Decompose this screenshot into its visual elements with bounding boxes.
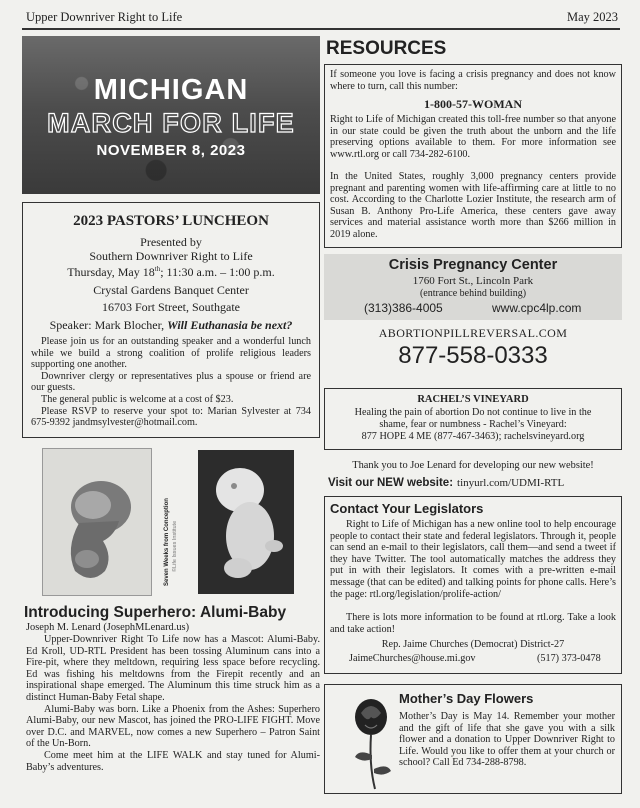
hotline-number: 1-800-57-WOMAN — [424, 97, 522, 111]
rose-icon — [341, 695, 401, 791]
vineyard-line-3: 877 HOPE 4 ME (877-467-3463); rachelsvineyard.org — [361, 431, 585, 442]
cpc-website[interactable]: www.cpc4lp.com — [492, 301, 582, 315]
legislators-rep: Rep. Jaime Churches (Democrat) District-27 — [381, 639, 565, 650]
luncheon-para-3: The general public is welcome at a cost of $23. — [41, 393, 234, 405]
cpc-title: Crisis Pregnancy Center — [388, 257, 558, 273]
luncheon-title: 2023 PASTORS’ LUNCHEON — [73, 213, 269, 229]
flowers-para: Mother’s Day is May 14. Remember your mother and the gift of life that she gave you with a silk flower and a donation to Upper Downriver Right to Life. Would you like to offer them at your church or school? Call Ed 734-288-8798. — [399, 711, 615, 769]
march-date: NOVEMBER 8, 2023 — [96, 142, 246, 159]
photo-caption: Seven Weeks from Conception — [164, 498, 170, 586]
website-url[interactable]: tinyurl.com/UDMI-RTL — [457, 477, 565, 489]
march-for-life-banner — [22, 36, 320, 194]
resources-para-1: Right to Life of Michigan created this toll-free number so that anyone in our state could be given the truth about the unborn and the life preserving options available to them. For more information see www.rtl.org or call 734-282-6100. — [330, 114, 616, 160]
luncheon-when — [23, 265, 319, 280]
legislators-email[interactable]: JaimeChurches@house.mi.gov — [349, 653, 476, 664]
vineyard-line-1: Healing the pain of abortion Do not continue to live in the — [354, 407, 592, 418]
alumi-baby-photo — [42, 448, 152, 596]
resources-para-2: In the United States, roughly 3,000 pregnancy centers provide pregnant and parenting women with life-affirming care at little to no cost. According to the Charlotte Lozier Institute, the research arm of Susan B. Anthony Pro-Life America, these centers gave away services and material assistance worth more than $266 million in 2019 alone. — [330, 171, 616, 240]
luncheon-speaker — [23, 318, 319, 333]
legislators-phone: (517) 373-0478 — [537, 653, 601, 664]
superhero-body — [26, 634, 320, 773]
website-label: Visit our NEW website: — [328, 477, 454, 489]
march-title: MICHIGAN — [93, 74, 249, 106]
apr-website[interactable]: ABORTIONPILLREVERSAL.COM — [378, 326, 568, 340]
header-org: Upper Downriver Right to Life — [26, 10, 183, 24]
apr-phone: 877-558-0333 — [398, 342, 548, 369]
photo-credit: ©Life Issues Institute — [172, 520, 178, 572]
luncheon-para-1: Please join us for an outstanding speaker and a wonderful lunch while we build a strong coalition of prolife religious leaders supporting one another. — [31, 336, 311, 371]
vineyard-line-2: shame, fear or numbness - Rachel’s Vineyard: — [379, 419, 567, 430]
luncheon-organizer: Southern Downriver Right to Life — [89, 249, 253, 263]
rachels-vineyard-box — [324, 388, 622, 450]
luncheon-date: Thursday, May 18 — [67, 265, 155, 279]
resources-intro: If someone you love is facing a crisis pregnancy and does not know where to turn, call this number: — [330, 69, 616, 92]
cpc-phone: (313)386-4005 — [364, 301, 443, 315]
superhero-byline: Joseph M. Lenard (JosephMLenard.us) — [26, 622, 190, 633]
luncheon-presented: Presented by — [140, 235, 202, 249]
header-rule — [22, 28, 620, 30]
speaker-topic: Will Euthanasia be next? — [167, 318, 293, 332]
flowers-title: Mother’s Day Flowers — [399, 691, 534, 706]
luncheon-address: 16703 Fort Street, Southgate — [102, 300, 240, 314]
legislators-para-1: Right to Life of Michigan has a new online tool to help encourage people to contact their state and federal legislators. Through it, people can send an e-mail to their legislators, call them—and send a tweet if they have Twitter. The tool automatically matches the address they put in with their legislators. It comes with a pre-written e-mail message (that can be edited) and talking points for phone calls. Here’s the page: rtl.org/legislation/prolife-action/ — [330, 519, 616, 600]
fetus-photo — [198, 450, 294, 594]
vineyard-title: RACHEL’S VINEYARD — [417, 394, 529, 405]
luncheon-venue: Crystal Gardens Banquet Center — [93, 283, 249, 297]
luncheon-para-4: Please RSVP to reserve your spot to: Marian Sylvester at 734 675-9392 jandmsylvester@hotmail.com. — [31, 405, 311, 429]
cpc-address: 1760 Fort St., Lincoln Park — [412, 275, 534, 287]
legislators-box — [324, 496, 622, 674]
header-date: May 2023 — [566, 10, 618, 24]
legislators-para-2: There is lots more information to be found at rtl.org. Take a look and take action! — [330, 612, 616, 635]
superhero-para-3: Come meet him at the LIFE WALK and stay tuned for Alumi-Baby’s adventures. — [26, 749, 320, 773]
mothers-day-box — [324, 684, 622, 794]
superhero-para-1: Upper-Downriver Right To Life now has a Mascot: Alumi-Baby. Ed Kroll, UD-RTL President has been tossing Aluminum cans into a Fire-pit, where they meltdown, requiring less space before recycling. Ed was fishing his meltdowns from the Firepit recently and an inspirational shape emerged. The Aluminum this time struck him as a distinct Human-Baby Fetal shape. — [26, 634, 320, 703]
luncheon-para-2: Downriver clergy or representatives plus a spouse or friend are our guests. — [31, 370, 311, 394]
march-subtitle: MARCH FOR LIFE — [47, 108, 295, 138]
legislators-title: Contact Your Legislators — [330, 501, 484, 516]
resources-box — [324, 64, 622, 248]
website-line — [328, 473, 564, 491]
luncheon-date-suffix: th — [154, 265, 161, 273]
pastors-luncheon-box — [22, 202, 320, 438]
luncheon-time: ; 11:30 a.m. – 1:00 p.m. — [160, 265, 275, 279]
superhero-para-2: Alumi-Baby was born. Like a Phoenix from the Ashes: Superhero Alumi-Baby, our new Mascot, has joined the PRO-LIFE FIGHT. Move over D.C. and MARVEL, now comes a new Superhero – Patron Saint of the Un-Born. — [26, 703, 320, 750]
speaker-name: Speaker: Mark Blocher, — [49, 318, 168, 332]
resources-title: RESOURCES — [326, 38, 447, 59]
website-thanks: Thank you to Joe Lenard for developing our new website! — [352, 460, 594, 471]
luncheon-body — [31, 336, 311, 429]
superhero-title: Introducing Superhero: Alumi-Baby — [24, 604, 287, 621]
cpc-note: (entrance behind building) — [419, 288, 527, 299]
crisis-pregnancy-center — [324, 254, 622, 320]
